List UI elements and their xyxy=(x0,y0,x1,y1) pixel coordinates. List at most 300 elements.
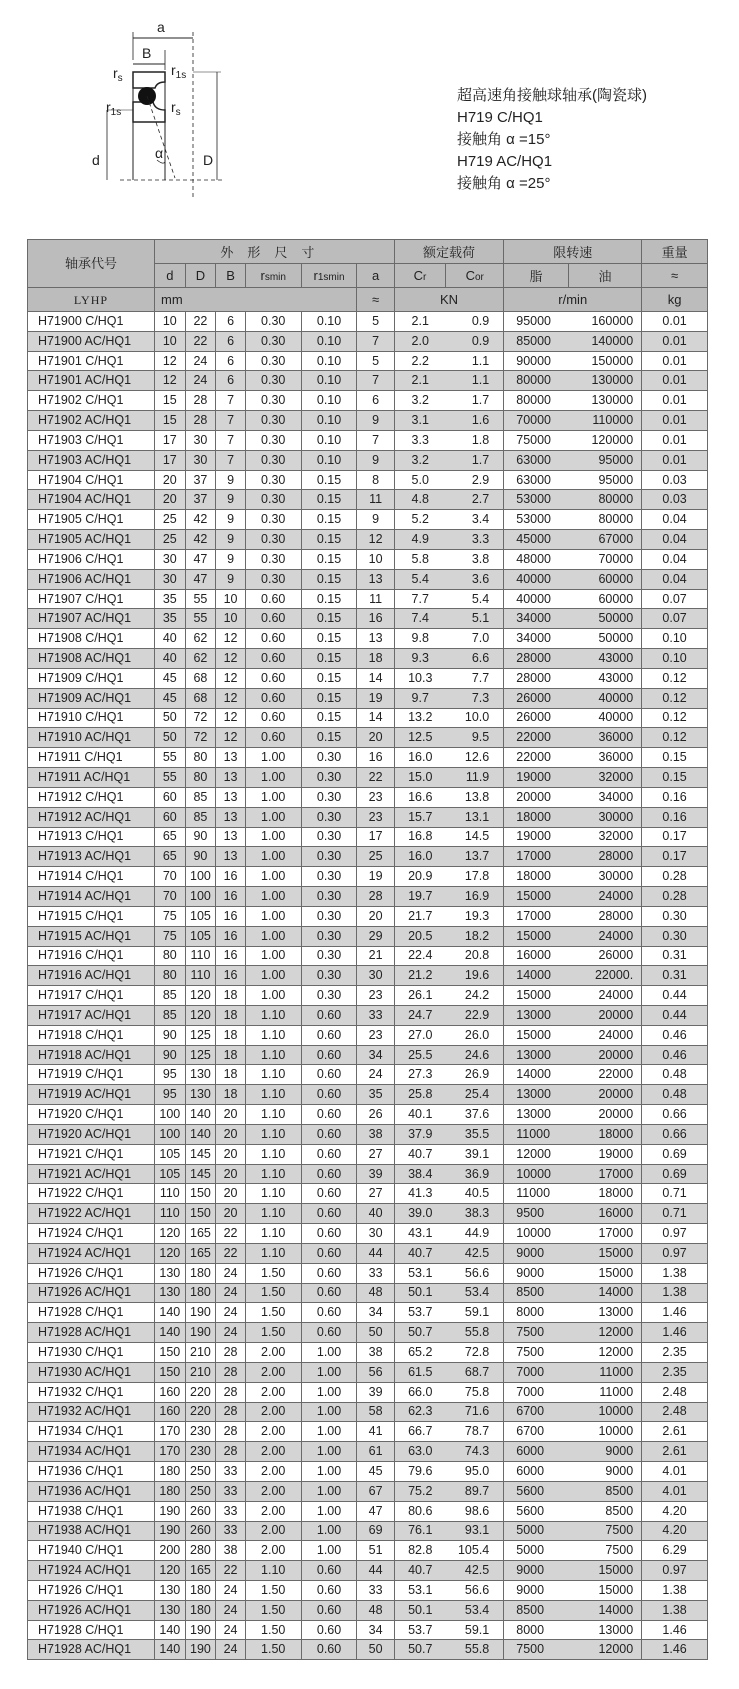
cell-weight: 0.66 xyxy=(642,1124,708,1144)
cell-speed-oil: 80000 xyxy=(568,490,641,510)
cell-width-b: 28 xyxy=(216,1402,246,1422)
cell-width-b: 16 xyxy=(216,946,246,966)
cell-width-b: 13 xyxy=(216,847,246,867)
cell-bearing-code: H71920 AC/HQ1 xyxy=(28,1124,155,1144)
cell-offset-a: 13 xyxy=(357,569,394,589)
cell-speed-grease: 9000 xyxy=(504,1263,569,1283)
cell-speed-oil: 32000 xyxy=(568,827,641,847)
cell-width-b: 20 xyxy=(216,1105,246,1125)
cell-bearing-code: H71906 AC/HQ1 xyxy=(28,569,155,589)
cell-bearing-code: H71917 AC/HQ1 xyxy=(28,1005,155,1025)
cell-outer-diameter: 180 xyxy=(185,1263,216,1283)
cell-load-cr: 5.0 xyxy=(394,470,445,490)
cell-load-cr: 40.1 xyxy=(394,1105,445,1125)
table-row xyxy=(28,1402,708,1422)
cell-bore-d: 50 xyxy=(154,728,185,748)
cell-width-b: 10 xyxy=(216,589,246,609)
cell-bore-d: 45 xyxy=(154,688,185,708)
cell-bearing-code: H71903 C/HQ1 xyxy=(28,430,155,450)
cell-width-b: 7 xyxy=(216,411,246,431)
cell-load-cor: 89.7 xyxy=(446,1481,504,1501)
cell-outer-diameter: 90 xyxy=(185,847,216,867)
cell-load-cr: 9.3 xyxy=(394,649,445,669)
cell-bore-d: 150 xyxy=(154,1343,185,1363)
cell-r1s-min: 1.00 xyxy=(301,1362,357,1382)
cell-weight: 0.01 xyxy=(642,450,708,470)
cell-rs-min: 0.60 xyxy=(245,708,301,728)
cell-width-b: 18 xyxy=(216,1025,246,1045)
cell-speed-grease: 11000 xyxy=(504,1184,569,1204)
cell-offset-a: 17 xyxy=(357,827,394,847)
cell-bearing-code: H71921 C/HQ1 xyxy=(28,1144,155,1164)
cell-bearing-code: H71930 AC/HQ1 xyxy=(28,1362,155,1382)
cell-outer-diameter: 165 xyxy=(185,1224,216,1244)
cell-load-cor: 56.6 xyxy=(446,1263,504,1283)
cell-offset-a: 61 xyxy=(357,1442,394,1462)
cell-weight: 1.46 xyxy=(642,1640,708,1660)
cell-outer-diameter: 280 xyxy=(185,1541,216,1561)
cell-bore-d: 140 xyxy=(154,1640,185,1660)
cell-bearing-code: H71911 C/HQ1 xyxy=(28,748,155,768)
cell-outer-diameter: 250 xyxy=(185,1481,216,1501)
cell-weight: 0.31 xyxy=(642,946,708,966)
cell-speed-grease: 53000 xyxy=(504,510,569,530)
cell-outer-diameter: 145 xyxy=(185,1164,216,1184)
cell-load-cr: 3.2 xyxy=(394,450,445,470)
cell-width-b: 9 xyxy=(216,510,246,530)
cell-rs-min: 0.30 xyxy=(245,569,301,589)
unit-kg: kg xyxy=(642,288,708,312)
cell-offset-a: 69 xyxy=(357,1521,394,1541)
cell-width-b: 33 xyxy=(216,1501,246,1521)
cell-r1s-min: 1.00 xyxy=(301,1343,357,1363)
cell-offset-a: 12 xyxy=(357,530,394,550)
cell-weight: 0.46 xyxy=(642,1045,708,1065)
cell-width-b: 22 xyxy=(216,1224,246,1244)
cell-weight: 0.10 xyxy=(642,629,708,649)
cell-width-b: 28 xyxy=(216,1382,246,1402)
cell-bore-d: 30 xyxy=(154,569,185,589)
cell-width-b: 10 xyxy=(216,609,246,629)
cell-load-cor: 40.5 xyxy=(446,1184,504,1204)
cell-bearing-code: H71902 C/HQ1 xyxy=(28,391,155,411)
cell-speed-grease: 19000 xyxy=(504,827,569,847)
bearing-cross-section-diagram xyxy=(92,19,245,200)
cell-width-b: 28 xyxy=(216,1343,246,1363)
cell-speed-oil: 15000 xyxy=(568,1263,641,1283)
cell-weight: 0.15 xyxy=(642,748,708,768)
table-row xyxy=(28,887,708,907)
cell-rs-min: 0.60 xyxy=(245,629,301,649)
cell-width-b: 28 xyxy=(216,1362,246,1382)
cell-load-cor: 44.9 xyxy=(446,1224,504,1244)
cell-width-b: 12 xyxy=(216,629,246,649)
cell-bearing-code: H71900 C/HQ1 xyxy=(28,312,155,332)
cell-load-cr: 40.7 xyxy=(394,1561,445,1581)
cell-speed-oil: 24000 xyxy=(568,986,641,1006)
cell-bore-d: 85 xyxy=(154,1005,185,1025)
cell-speed-oil: 36000 xyxy=(568,748,641,768)
cell-r1s-min: 1.00 xyxy=(301,1422,357,1442)
cell-load-cor: 1.1 xyxy=(446,351,504,371)
cell-r1s-min: 0.30 xyxy=(301,966,357,986)
cell-outer-diameter: 190 xyxy=(185,1303,216,1323)
cell-speed-oil: 70000 xyxy=(568,549,641,569)
cell-load-cr: 75.2 xyxy=(394,1481,445,1501)
cell-rs-min: 1.10 xyxy=(245,1243,301,1263)
cell-load-cor: 5.1 xyxy=(446,609,504,629)
cell-width-b: 18 xyxy=(216,1085,246,1105)
series-ac-angle: 接触角 α =25° xyxy=(457,175,551,192)
cell-load-cor: 42.5 xyxy=(446,1243,504,1263)
table-row xyxy=(28,312,708,332)
cell-load-cr: 20.9 xyxy=(394,867,445,887)
cell-bearing-code: H71926 C/HQ1 xyxy=(28,1263,155,1283)
load-rating-header: 额定载荷 xyxy=(394,240,503,264)
cell-rs-min: 1.10 xyxy=(245,1105,301,1125)
cell-speed-oil: 110000 xyxy=(568,411,641,431)
cell-speed-grease: 15000 xyxy=(504,1025,569,1045)
cell-weight: 0.28 xyxy=(642,887,708,907)
cell-width-b: 18 xyxy=(216,986,246,1006)
cell-r1s-min: 0.30 xyxy=(301,827,357,847)
cell-bearing-code: H71919 AC/HQ1 xyxy=(28,1085,155,1105)
col-r1s-header: r1smin xyxy=(301,264,357,288)
cell-outer-diameter: 24 xyxy=(185,371,216,391)
cell-speed-grease: 8000 xyxy=(504,1303,569,1323)
cell-r1s-min: 0.60 xyxy=(301,1243,357,1263)
cell-weight: 0.48 xyxy=(642,1065,708,1085)
cell-rs-min: 1.50 xyxy=(245,1581,301,1601)
cell-bearing-code: H71934 AC/HQ1 xyxy=(28,1442,155,1462)
cell-outer-diameter: 140 xyxy=(185,1105,216,1125)
cell-speed-oil: 19000 xyxy=(568,1144,641,1164)
cell-r1s-min: 0.10 xyxy=(301,391,357,411)
cell-load-cor: 13.1 xyxy=(446,807,504,827)
cell-offset-a: 23 xyxy=(357,787,394,807)
cell-r1s-min: 1.00 xyxy=(301,1541,357,1561)
cell-load-cr: 50.7 xyxy=(394,1640,445,1660)
cell-outer-diameter: 230 xyxy=(185,1422,216,1442)
cell-bore-d: 55 xyxy=(154,748,185,768)
rs-right-label: $r_s$ xyxy=(171,99,181,118)
cell-offset-a: 56 xyxy=(357,1362,394,1382)
cell-bore-d: 10 xyxy=(154,331,185,351)
cell-rs-min: 1.50 xyxy=(245,1323,301,1343)
cell-speed-oil: 26000 xyxy=(568,946,641,966)
cell-bearing-code: H71928 C/HQ1 xyxy=(28,1620,155,1640)
cell-speed-oil: 17000 xyxy=(568,1164,641,1184)
cell-r1s-min: 0.30 xyxy=(301,768,357,788)
table-row xyxy=(28,1581,708,1601)
cell-r1s-min: 0.15 xyxy=(301,510,357,530)
cell-weight: 0.71 xyxy=(642,1184,708,1204)
cell-bearing-code: H71908 AC/HQ1 xyxy=(28,649,155,669)
cell-bearing-code: H71924 AC/HQ1 xyxy=(28,1561,155,1581)
cell-bearing-code: H71920 C/HQ1 xyxy=(28,1105,155,1125)
cell-rs-min: 2.00 xyxy=(245,1422,301,1442)
cell-speed-grease: 53000 xyxy=(504,490,569,510)
cell-weight: 0.48 xyxy=(642,1085,708,1105)
cell-load-cr: 38.4 xyxy=(394,1164,445,1184)
cell-bearing-code: H71913 C/HQ1 xyxy=(28,827,155,847)
cell-outer-diameter: 190 xyxy=(185,1620,216,1640)
cell-offset-a: 38 xyxy=(357,1343,394,1363)
cell-speed-grease: 13000 xyxy=(504,1105,569,1125)
cell-weight: 0.97 xyxy=(642,1561,708,1581)
cell-speed-oil: 80000 xyxy=(568,510,641,530)
table-row xyxy=(28,1065,708,1085)
cell-load-cr: 15.7 xyxy=(394,807,445,827)
cell-width-b: 24 xyxy=(216,1620,246,1640)
cell-weight: 0.44 xyxy=(642,986,708,1006)
cell-bearing-code: H71907 AC/HQ1 xyxy=(28,609,155,629)
cell-speed-oil: 14000 xyxy=(568,1600,641,1620)
cell-bore-d: 20 xyxy=(154,470,185,490)
series-title: 超高速角接触球轴承(陶瓷球) xyxy=(457,87,647,104)
cell-load-cor: 74.3 xyxy=(446,1442,504,1462)
cell-speed-grease: 28000 xyxy=(504,649,569,669)
cell-rs-min: 0.30 xyxy=(245,331,301,351)
cell-bearing-code: H71936 C/HQ1 xyxy=(28,1462,155,1482)
table-row xyxy=(28,569,708,589)
cell-speed-grease: 16000 xyxy=(504,946,569,966)
cell-weight: 0.66 xyxy=(642,1105,708,1125)
cell-bore-d: 110 xyxy=(154,1184,185,1204)
col-cor-header: Cor xyxy=(446,264,504,288)
cell-speed-grease: 5600 xyxy=(504,1481,569,1501)
alpha-label: α xyxy=(155,145,164,161)
cell-bore-d: 100 xyxy=(154,1124,185,1144)
cell-r1s-min: 0.30 xyxy=(301,867,357,887)
cell-bore-d: 15 xyxy=(154,411,185,431)
cell-load-cr: 43.1 xyxy=(394,1224,445,1244)
cell-load-cr: 3.2 xyxy=(394,391,445,411)
cell-speed-oil: 12000 xyxy=(568,1343,641,1363)
cell-bore-d: 65 xyxy=(154,827,185,847)
cell-r1s-min: 0.10 xyxy=(301,450,357,470)
cell-load-cor: 105.4 xyxy=(446,1541,504,1561)
cell-load-cr: 3.1 xyxy=(394,411,445,431)
cell-outer-diameter: 90 xyxy=(185,827,216,847)
cell-width-b: 18 xyxy=(216,1005,246,1025)
cell-outer-diameter: 62 xyxy=(185,629,216,649)
cell-weight: 1.38 xyxy=(642,1600,708,1620)
cell-width-b: 22 xyxy=(216,1561,246,1581)
cell-offset-a: 10 xyxy=(357,549,394,569)
cell-outer-diameter: 120 xyxy=(185,1005,216,1025)
cell-offset-a: 26 xyxy=(357,1105,394,1125)
table-row xyxy=(28,827,708,847)
cell-load-cor: 14.5 xyxy=(446,827,504,847)
cell-outer-diameter: 85 xyxy=(185,807,216,827)
cell-load-cr: 50.7 xyxy=(394,1323,445,1343)
cell-weight: 0.97 xyxy=(642,1224,708,1244)
cell-speed-oil: 20000 xyxy=(568,1105,641,1125)
cell-bore-d: 190 xyxy=(154,1521,185,1541)
cell-r1s-min: 1.00 xyxy=(301,1481,357,1501)
cell-bore-d: 80 xyxy=(154,966,185,986)
cell-weight: 1.38 xyxy=(642,1581,708,1601)
cell-offset-a: 58 xyxy=(357,1402,394,1422)
cell-load-cr: 16.8 xyxy=(394,827,445,847)
col-a-header: a xyxy=(357,264,394,288)
table-row xyxy=(28,966,708,986)
cell-speed-grease: 5000 xyxy=(504,1521,569,1541)
cell-offset-a: 7 xyxy=(357,331,394,351)
cell-rs-min: 2.00 xyxy=(245,1343,301,1363)
cell-bore-d: 140 xyxy=(154,1620,185,1640)
cell-rs-min: 0.30 xyxy=(245,549,301,569)
cell-bearing-code: H71911 AC/HQ1 xyxy=(28,768,155,788)
cell-outer-diameter: 180 xyxy=(185,1283,216,1303)
cell-offset-a: 50 xyxy=(357,1323,394,1343)
cell-outer-diameter: 250 xyxy=(185,1462,216,1482)
cell-r1s-min: 1.00 xyxy=(301,1442,357,1462)
cell-r1s-min: 0.60 xyxy=(301,1323,357,1343)
cell-r1s-min: 0.60 xyxy=(301,1263,357,1283)
cell-speed-oil: 11000 xyxy=(568,1362,641,1382)
cell-r1s-min: 0.60 xyxy=(301,1283,357,1303)
cell-load-cr: 25.8 xyxy=(394,1085,445,1105)
table-row xyxy=(28,589,708,609)
cell-bearing-code: H71922 AC/HQ1 xyxy=(28,1204,155,1224)
cell-rs-min: 1.00 xyxy=(245,986,301,1006)
cell-load-cor: 3.3 xyxy=(446,530,504,550)
cell-speed-oil: 12000 xyxy=(568,1323,641,1343)
cell-offset-a: 35 xyxy=(357,1085,394,1105)
cell-speed-oil: 130000 xyxy=(568,371,641,391)
cell-offset-a: 47 xyxy=(357,1501,394,1521)
cell-load-cr: 82.8 xyxy=(394,1541,445,1561)
cell-width-b: 12 xyxy=(216,728,246,748)
cell-width-b: 22 xyxy=(216,1243,246,1263)
cell-offset-a: 51 xyxy=(357,1541,394,1561)
table-row xyxy=(28,847,708,867)
table-row xyxy=(28,1164,708,1184)
cell-rs-min: 1.50 xyxy=(245,1303,301,1323)
cell-speed-oil: 10000 xyxy=(568,1402,641,1422)
cell-load-cor: 53.4 xyxy=(446,1283,504,1303)
cell-speed-grease: 7500 xyxy=(504,1343,569,1363)
cell-speed-grease: 7500 xyxy=(504,1323,569,1343)
cell-rs-min: 2.00 xyxy=(245,1442,301,1462)
cell-outer-diameter: 180 xyxy=(185,1600,216,1620)
bearing-spec-table xyxy=(27,239,708,1660)
cell-r1s-min: 1.00 xyxy=(301,1402,357,1422)
cell-bore-d: 190 xyxy=(154,1501,185,1521)
cell-weight: 2.35 xyxy=(642,1362,708,1382)
cell-bearing-code: H71932 AC/HQ1 xyxy=(28,1402,155,1422)
cell-load-cor: 98.6 xyxy=(446,1501,504,1521)
table-row xyxy=(28,1501,708,1521)
table-row xyxy=(28,926,708,946)
cell-weight: 0.15 xyxy=(642,768,708,788)
cell-bearing-code: H71915 AC/HQ1 xyxy=(28,926,155,946)
cell-bearing-code: H71901 C/HQ1 xyxy=(28,351,155,371)
cell-bore-d: 150 xyxy=(154,1362,185,1382)
cell-weight: 0.71 xyxy=(642,1204,708,1224)
cell-load-cr: 12.5 xyxy=(394,728,445,748)
cell-width-b: 13 xyxy=(216,748,246,768)
table-row xyxy=(28,1620,708,1640)
cell-load-cr: 7.7 xyxy=(394,589,445,609)
cell-speed-grease: 40000 xyxy=(504,569,569,589)
cell-r1s-min: 0.60 xyxy=(301,1005,357,1025)
cell-bearing-code: H71905 C/HQ1 xyxy=(28,510,155,530)
cell-speed-grease: 8500 xyxy=(504,1283,569,1303)
cell-load-cr: 65.2 xyxy=(394,1343,445,1363)
cell-speed-grease: 70000 xyxy=(504,411,569,431)
cell-width-b: 28 xyxy=(216,1442,246,1462)
table-row xyxy=(28,1085,708,1105)
cell-speed-grease: 80000 xyxy=(504,371,569,391)
cell-weight: 0.01 xyxy=(642,312,708,332)
cell-speed-grease: 6700 xyxy=(504,1422,569,1442)
cell-outer-diameter: 22 xyxy=(185,312,216,332)
cell-offset-a: 23 xyxy=(357,1025,394,1045)
cell-speed-oil: 43000 xyxy=(568,668,641,688)
table-row xyxy=(28,906,708,926)
cell-speed-oil: 12000 xyxy=(568,1640,641,1660)
cell-r1s-min: 0.15 xyxy=(301,629,357,649)
cell-rs-min: 1.10 xyxy=(245,1045,301,1065)
cell-r1s-min: 1.00 xyxy=(301,1501,357,1521)
cell-bore-d: 100 xyxy=(154,1105,185,1125)
cell-width-b: 9 xyxy=(216,470,246,490)
cell-offset-a: 16 xyxy=(357,748,394,768)
cell-load-cr: 2.2 xyxy=(394,351,445,371)
cell-speed-grease: 26000 xyxy=(504,688,569,708)
cell-load-cor: 39.1 xyxy=(446,1144,504,1164)
cell-rs-min: 1.00 xyxy=(245,966,301,986)
series-c-code: H719 C/HQ1 xyxy=(457,109,543,126)
cell-outer-diameter: 42 xyxy=(185,510,216,530)
cell-speed-grease: 5000 xyxy=(504,1541,569,1561)
cell-offset-a: 27 xyxy=(357,1184,394,1204)
table-row xyxy=(28,1481,708,1501)
cell-load-cr: 53.7 xyxy=(394,1620,445,1640)
cell-speed-grease: 15000 xyxy=(504,986,569,1006)
cell-width-b: 18 xyxy=(216,1065,246,1085)
cell-speed-grease: 12000 xyxy=(504,1144,569,1164)
cell-offset-a: 30 xyxy=(357,1224,394,1244)
cell-speed-grease: 9000 xyxy=(504,1243,569,1263)
cell-rs-min: 1.00 xyxy=(245,807,301,827)
col-d-header: d xyxy=(154,264,185,288)
cell-weight: 0.04 xyxy=(642,530,708,550)
cell-offset-a: 11 xyxy=(357,589,394,609)
table-row xyxy=(28,609,708,629)
cell-bore-d: 105 xyxy=(154,1164,185,1184)
cell-weight: 0.04 xyxy=(642,569,708,589)
cell-weight: 0.31 xyxy=(642,966,708,986)
table-row xyxy=(28,1243,708,1263)
cell-outer-diameter: 80 xyxy=(185,748,216,768)
cell-rs-min: 1.10 xyxy=(245,1005,301,1025)
cell-width-b: 33 xyxy=(216,1481,246,1501)
cell-weight: 0.12 xyxy=(642,708,708,728)
cell-weight: 2.48 xyxy=(642,1402,708,1422)
cell-speed-oil: 36000 xyxy=(568,728,641,748)
cell-load-cor: 12.6 xyxy=(446,748,504,768)
cell-speed-grease: 15000 xyxy=(504,887,569,907)
cell-r1s-min: 0.15 xyxy=(301,549,357,569)
cell-load-cr: 27.3 xyxy=(394,1065,445,1085)
cell-width-b: 9 xyxy=(216,490,246,510)
col-cr-header: Cr xyxy=(394,264,445,288)
cell-load-cor: 18.2 xyxy=(446,926,504,946)
